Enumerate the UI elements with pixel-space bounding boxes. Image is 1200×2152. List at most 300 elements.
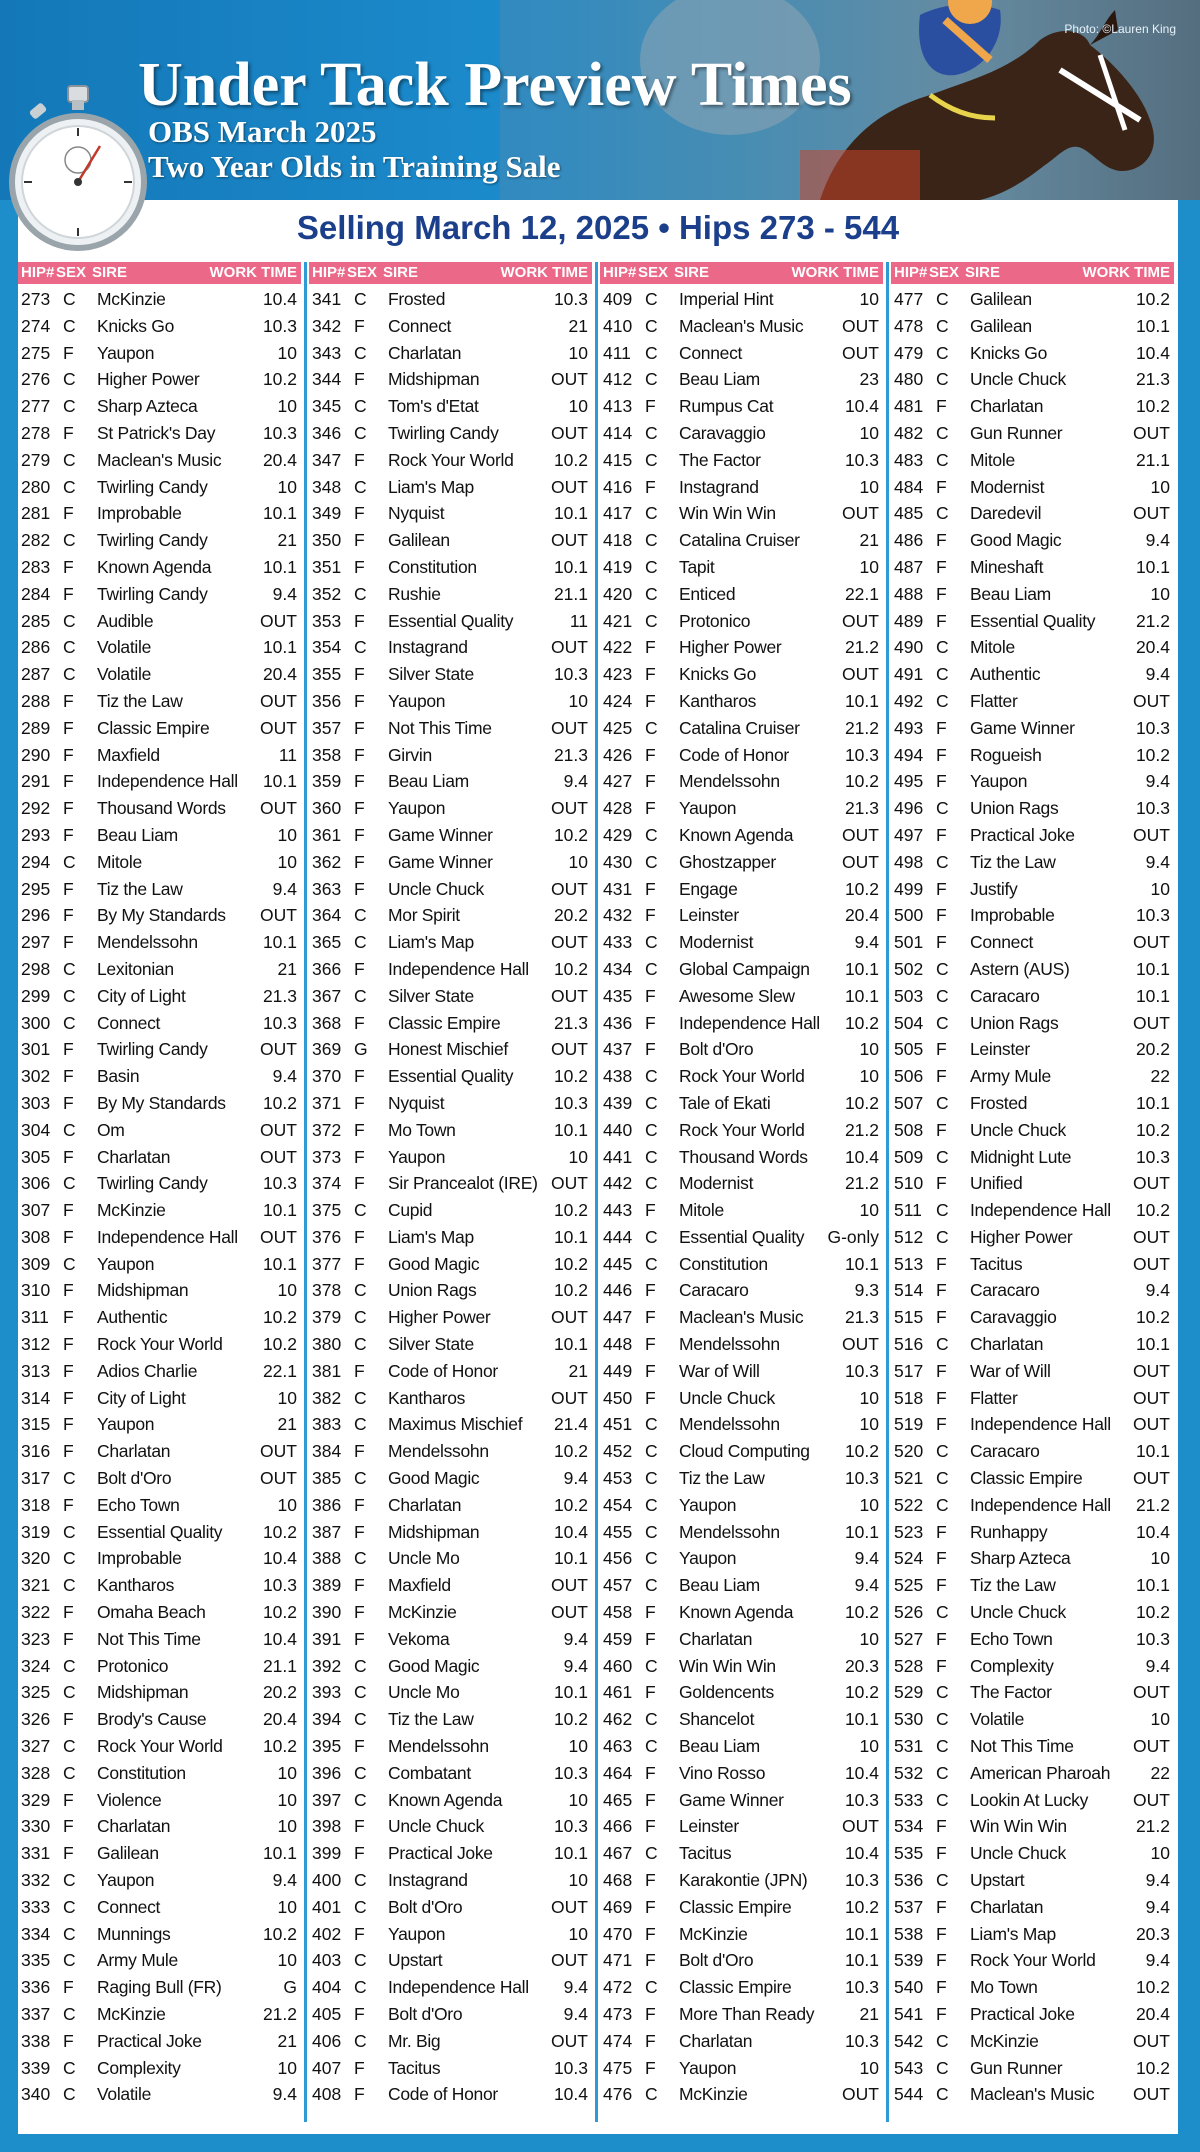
sex-code: F: [354, 1494, 365, 1515]
sex-code: F: [936, 583, 947, 604]
table-row: [891, 2001, 1174, 2028]
hip-number: 292: [21, 798, 51, 819]
table-row: [18, 1438, 301, 1465]
sex-code: F: [645, 1280, 656, 1301]
sex-code: C: [63, 1682, 76, 1703]
table-row: [309, 581, 592, 608]
sex-code: C: [354, 1468, 367, 1489]
work-time: OUT: [1133, 824, 1170, 845]
sex-code: C: [645, 1173, 658, 1194]
work-time: OUT: [1133, 1226, 1170, 1247]
sex-code: F: [936, 396, 947, 417]
work-time: OUT: [551, 1950, 588, 1971]
sire-name: Unified: [970, 1173, 1023, 1194]
hip-number: 295: [21, 878, 51, 899]
sire-name: Midshipman: [388, 1521, 480, 1542]
table-row: [309, 1331, 592, 1358]
hip-number: 410: [603, 315, 633, 336]
table-row: [891, 1277, 1174, 1304]
sire-name: Known Agenda: [97, 556, 212, 577]
sex-code: C: [936, 1494, 949, 1515]
table-row: [309, 2055, 592, 2082]
table-row: [600, 661, 883, 688]
sire-name: Sharp Azteca: [97, 396, 198, 417]
sex-code: F: [354, 2057, 365, 2078]
hip-number: 334: [21, 1923, 51, 1944]
hip-number: 452: [603, 1441, 633, 1462]
sire-name: Higher Power: [970, 1226, 1073, 1247]
table-row: [600, 527, 883, 554]
table-row: [309, 1760, 592, 1787]
work-time: 10.1: [262, 1253, 297, 1274]
hip-number: 340: [21, 2084, 51, 2105]
hip-number: 335: [21, 1950, 51, 1971]
hip-number: 537: [894, 1896, 924, 1917]
work-time: 21.2: [262, 2004, 297, 2024]
sex-code: F: [645, 1360, 656, 1381]
column-divider: [886, 262, 889, 2122]
sire-name: Cloud Computing: [679, 1441, 810, 1462]
sex-code: C: [63, 1119, 76, 1140]
sex-code: C: [645, 610, 658, 631]
hip-number: 426: [603, 744, 633, 765]
table-row: [18, 1921, 301, 1948]
sire-name: Modernist: [679, 1173, 754, 1194]
hip-number: 488: [894, 583, 924, 604]
sex-code: C: [936, 664, 949, 685]
table-row: [600, 1519, 883, 1546]
hip-number: 538: [894, 1923, 924, 1944]
results-panel: [18, 200, 1178, 2134]
table-row: [18, 1867, 301, 1894]
sire-name: Modernist: [970, 476, 1045, 497]
table-row: [600, 1224, 883, 1251]
work-time: 21: [277, 530, 297, 551]
sex-code: F: [354, 717, 365, 738]
hip-number: 486: [894, 530, 924, 551]
work-time: 10.3: [553, 1762, 588, 1783]
hip-number: 479: [894, 342, 924, 363]
sex-code: F: [936, 932, 947, 953]
work-time: G-only: [827, 1226, 879, 1247]
sex-code: F: [645, 1923, 656, 1944]
sire-name: Maximus Mischief: [388, 1414, 523, 1435]
table-row: [600, 1626, 883, 1653]
work-time: OUT: [842, 851, 879, 872]
sire-name: Frosted: [970, 1092, 1028, 1113]
hip-number: 408: [312, 2084, 342, 2105]
sex-code: C: [63, 1012, 76, 1033]
sire-name: Mendelssohn: [388, 1441, 489, 1462]
sex-code: F: [63, 1146, 74, 1167]
sire-name: Independence Hall: [388, 1977, 529, 1998]
hip-number: 303: [21, 1092, 51, 1113]
sex-code: C: [63, 1548, 76, 1569]
hip-number: 461: [603, 1682, 633, 1703]
hip-number: 513: [894, 1253, 924, 1274]
hip-number: 523: [894, 1521, 924, 1542]
table-row: [600, 554, 883, 581]
work-time: 10: [277, 1896, 297, 1917]
sire-name: Beau Liam: [97, 824, 178, 845]
sex-code: F: [63, 1387, 74, 1408]
sire-name: Liam's Map: [388, 1226, 474, 1247]
hip-number: 438: [603, 1066, 633, 1087]
sire-name: Vino Rosso: [679, 1762, 766, 1783]
sex-code: F: [645, 1039, 656, 1060]
table-row: [309, 447, 592, 474]
sire-name: Mitole: [970, 637, 1015, 658]
sex-code: C: [936, 1012, 949, 1033]
table-row: [18, 2001, 301, 2028]
sex-code: C: [354, 289, 367, 309]
work-time: 10.1: [844, 1521, 879, 1542]
work-time: 10.2: [553, 449, 588, 470]
work-time: OUT: [1133, 1682, 1170, 1703]
work-time: 10: [859, 1039, 879, 1060]
hip-number: 519: [894, 1414, 924, 1435]
work-time: 9.4: [563, 2004, 588, 2024]
table-row: [309, 2081, 592, 2108]
table-header: [309, 262, 592, 284]
sire-name: Charlatan: [970, 1334, 1044, 1355]
sire-name: Upstart: [388, 1950, 443, 1971]
sire-name: Classic Empire: [97, 717, 210, 738]
hip-number: 503: [894, 985, 924, 1006]
sire-name: Classic Empire: [388, 1012, 501, 1033]
hip-number: 439: [603, 1092, 633, 1113]
table-row: [18, 1519, 301, 1546]
hip-number: 314: [21, 1387, 51, 1408]
table-row: [309, 1224, 592, 1251]
table-row: [600, 1304, 883, 1331]
sex-code: F: [63, 2030, 74, 2051]
work-time: 9.4: [272, 1870, 297, 1891]
hip-number: 473: [603, 2004, 633, 2024]
sire-name: Mendelssohn: [679, 1334, 780, 1355]
sire-name: Mitole: [679, 1200, 724, 1221]
work-time: 10: [1150, 1548, 1170, 1569]
table-row: [891, 876, 1174, 903]
hip-number: 471: [603, 1950, 633, 1971]
work-time: OUT: [1133, 1468, 1170, 1489]
sex-code: C: [936, 958, 949, 979]
hip-number: 318: [21, 1494, 51, 1515]
table-row: [891, 1787, 1174, 1814]
table-row: [18, 1358, 301, 1385]
hip-number: 544: [894, 2084, 924, 2105]
table-row: [600, 2028, 883, 2055]
sire-name: Tacitus: [679, 1843, 732, 1864]
work-time: 10.4: [1135, 1521, 1170, 1542]
work-time: 10.3: [844, 1468, 879, 1489]
work-time: 10: [277, 1816, 297, 1837]
sex-code: F: [354, 1360, 365, 1381]
sex-code: F: [645, 1628, 656, 1649]
table-row: [891, 2081, 1174, 2108]
sire-name: Liam's Map: [970, 1923, 1056, 1944]
table-row: [18, 527, 301, 554]
table-row: [600, 286, 883, 313]
table-row: [18, 795, 301, 822]
hip-number: 428: [603, 798, 633, 819]
work-time: 20.2: [262, 1682, 297, 1703]
sire-name: Charlatan: [97, 1146, 171, 1167]
hip-number: 504: [894, 1012, 924, 1033]
sex-code: F: [63, 824, 74, 845]
work-time: 10: [1150, 1843, 1170, 1864]
sire-name: Rogueish: [970, 744, 1042, 765]
sex-code: F: [63, 690, 74, 711]
sex-code: C: [63, 851, 76, 872]
table-row: [309, 1063, 592, 1090]
hip-number: 469: [603, 1896, 633, 1917]
sire-header: SIRE: [965, 264, 1001, 281]
hip-number: 390: [312, 1602, 342, 1623]
hip-number: 475: [603, 2057, 633, 2078]
work-time: 9.4: [1145, 771, 1170, 792]
work-time: 21.3: [553, 1012, 588, 1033]
work-time: 10: [568, 690, 588, 711]
sire-name: Yaupon: [679, 798, 737, 819]
sire-name: Honest Mischief: [388, 1039, 508, 1060]
work-time: 10.3: [262, 1575, 297, 1596]
work-time: 10.1: [1135, 556, 1170, 577]
table-row: [600, 500, 883, 527]
hip-number: 357: [312, 717, 342, 738]
work-time: 22.1: [844, 583, 879, 604]
sex-code: C: [936, 798, 949, 819]
table-row: [18, 608, 301, 635]
sire-name: Practical Joke: [970, 2004, 1075, 2024]
hip-number: 275: [21, 342, 51, 363]
sire-name: Tiz the Law: [679, 1468, 765, 1489]
hip-number: 300: [21, 1012, 51, 1033]
sire-name: Higher Power: [679, 637, 782, 658]
table-row: [891, 688, 1174, 715]
sire-name: Frosted: [388, 289, 446, 309]
sire-name: Midshipman: [388, 369, 480, 390]
work-time: 10.4: [844, 396, 879, 417]
work-time: 21.1: [1135, 449, 1170, 470]
sire-name: Charlatan: [388, 1494, 462, 1515]
sire-name: Midshipman: [97, 1682, 189, 1703]
sire-name: Code of Honor: [679, 744, 789, 765]
sire-name: Independence Hall: [97, 1226, 238, 1247]
work-time: 22.1: [262, 1360, 297, 1381]
sex-code: C: [645, 1066, 658, 1087]
table-row: [891, 1090, 1174, 1117]
sex-code: F: [354, 369, 365, 390]
hip-number: 396: [312, 1762, 342, 1783]
work-time: 21.3: [844, 1307, 879, 1328]
sire-name: Tiz the Law: [970, 851, 1056, 872]
table-row: [309, 688, 592, 715]
table-row: [18, 1411, 301, 1438]
sex-code: C: [354, 932, 367, 953]
sire-header: SIRE: [674, 264, 710, 281]
sex-code: F: [63, 1280, 74, 1301]
sire-name: Leinster: [970, 1039, 1030, 1060]
table-row: [309, 1626, 592, 1653]
hip-number: 421: [603, 610, 633, 631]
sex-code: C: [354, 637, 367, 658]
table-row: [891, 1760, 1174, 1787]
sex-code: C: [354, 583, 367, 604]
hip-number: 472: [603, 1977, 633, 1998]
sire-name: Caracaro: [970, 1280, 1040, 1301]
sire-name: Practical Joke: [970, 824, 1075, 845]
table-row: [600, 1653, 883, 1680]
hip-number: 429: [603, 824, 633, 845]
sex-code: C: [354, 1200, 367, 1221]
sex-code: F: [936, 1253, 947, 1274]
sex-code: C: [936, 1736, 949, 1757]
sire-name: Gun Runner: [970, 422, 1063, 443]
sex-code: F: [354, 449, 365, 470]
sire-name: McKinzie: [970, 2030, 1039, 2051]
hip-number: 493: [894, 717, 924, 738]
sire-name: Independence Hall: [679, 1012, 820, 1033]
sire-name: City of Light: [97, 1387, 186, 1408]
table-row: [309, 715, 592, 742]
sex-code: F: [936, 1548, 947, 1569]
sex-code: C: [645, 289, 658, 309]
work-time: 21.3: [1135, 369, 1170, 390]
sex-code: F: [645, 2030, 656, 2051]
table-row: [18, 1170, 301, 1197]
work-time: 10: [859, 556, 879, 577]
sire-name: Beau Liam: [970, 583, 1051, 604]
table-row: [18, 393, 301, 420]
sire-name: Uncle Chuck: [970, 1119, 1066, 1140]
hip-number: 518: [894, 1387, 924, 1408]
hip-number: 510: [894, 1173, 924, 1194]
hip-number: 478: [894, 315, 924, 336]
sire-name: War of Will: [970, 1360, 1051, 1381]
table-column-group: [891, 262, 1174, 2108]
work-time: 10.4: [262, 289, 297, 309]
sex-code: C: [936, 2084, 949, 2105]
work-time: 9.3: [854, 1280, 879, 1301]
table-row: [600, 1787, 883, 1814]
sire-name: Kantharos: [97, 1575, 175, 1596]
sex-code: F: [354, 1173, 365, 1194]
hip-number: 336: [21, 1977, 51, 1998]
hip-number: 533: [894, 1789, 924, 1810]
hip-number: 397: [312, 1789, 342, 1810]
table-column-group: [18, 262, 301, 2108]
table-row: [891, 554, 1174, 581]
table-row: [18, 876, 301, 903]
work-time: OUT: [551, 422, 588, 443]
table-row: [600, 1572, 883, 1599]
sex-code: C: [645, 556, 658, 577]
work-time: 10: [859, 1066, 879, 1087]
hip-number: 331: [21, 1843, 51, 1864]
work-time: 10.1: [262, 556, 297, 577]
sire-name: Not This Time: [970, 1736, 1074, 1757]
hip-number: 330: [21, 1816, 51, 1837]
hip-number: 395: [312, 1736, 342, 1757]
hip-number: 511: [894, 1200, 922, 1221]
hip-number: 527: [894, 1628, 924, 1649]
sire-name: Good Magic: [970, 530, 1062, 551]
sire-name: Uncle Chuck: [388, 1816, 484, 1837]
sire-name: Code of Honor: [388, 1360, 498, 1381]
sire-name: Mitole: [970, 449, 1015, 470]
work-time: 20.2: [553, 905, 588, 926]
sire-name: Uncle Chuck: [970, 1602, 1066, 1623]
table-row: [18, 1679, 301, 1706]
hip-number: 322: [21, 1602, 51, 1623]
sire-name: Not This Time: [97, 1628, 201, 1649]
sire-name: Daredevil: [970, 503, 1042, 524]
sire-name: Essential Quality: [97, 1521, 223, 1542]
sex-code: F: [645, 1307, 656, 1328]
sex-code: F: [645, 476, 656, 497]
table-row: [18, 1894, 301, 1921]
sex-code: C: [645, 315, 658, 336]
sex-code: F: [63, 503, 74, 524]
sex-code: C: [645, 1226, 658, 1247]
table-row: [309, 1706, 592, 1733]
sire-name: Union Rags: [970, 798, 1059, 819]
work-time: 10.4: [553, 2084, 588, 2105]
table-row: [891, 608, 1174, 635]
sire-name: Improbable: [97, 503, 182, 524]
table-row: [600, 1706, 883, 1733]
hip-number: 455: [603, 1521, 633, 1542]
sire-name: Galilean: [970, 289, 1032, 309]
work-time: 10.4: [1135, 342, 1170, 363]
table-row: [18, 661, 301, 688]
table-row: [18, 1706, 301, 1733]
sire-name: Mendelssohn: [679, 1414, 780, 1435]
sex-code: F: [354, 851, 365, 872]
work-time: 9.4: [563, 1628, 588, 1649]
sire-name: Galilean: [388, 530, 450, 551]
sire-name: Maxfield: [97, 744, 160, 765]
table-row: [309, 2001, 592, 2028]
sire-name: Rock Your World: [679, 1119, 805, 1140]
sire-name: Bolt d'Oro: [679, 1039, 754, 1060]
sire-name: McKinzie: [97, 289, 166, 309]
table-row: [309, 1921, 592, 1948]
work-time: 10: [859, 1628, 879, 1649]
work-time: 10.4: [844, 1146, 879, 1167]
work-time: 9.4: [854, 932, 879, 953]
table-row: [891, 956, 1174, 983]
sire-name: Tiz the Law: [97, 690, 183, 711]
sex-code: G: [354, 1039, 368, 1060]
table-row: [600, 393, 883, 420]
sex-code: F: [63, 422, 74, 443]
table-row: [18, 474, 301, 501]
sex-code: F: [63, 1628, 74, 1649]
sire-name: Win Win Win: [970, 1816, 1067, 1837]
sex-code: C: [645, 422, 658, 443]
table-row: [600, 474, 883, 501]
sex-code: C: [936, 1762, 949, 1783]
work-time: 9.4: [1145, 664, 1170, 685]
work-time: 10.2: [1135, 1602, 1170, 1623]
hip-number: 291: [21, 771, 51, 792]
sire-name: Galilean: [97, 1843, 159, 1864]
sire-name: Knicks Go: [970, 342, 1048, 363]
hip-number: 535: [894, 1843, 924, 1864]
sire-name: Yaupon: [97, 1253, 155, 1274]
